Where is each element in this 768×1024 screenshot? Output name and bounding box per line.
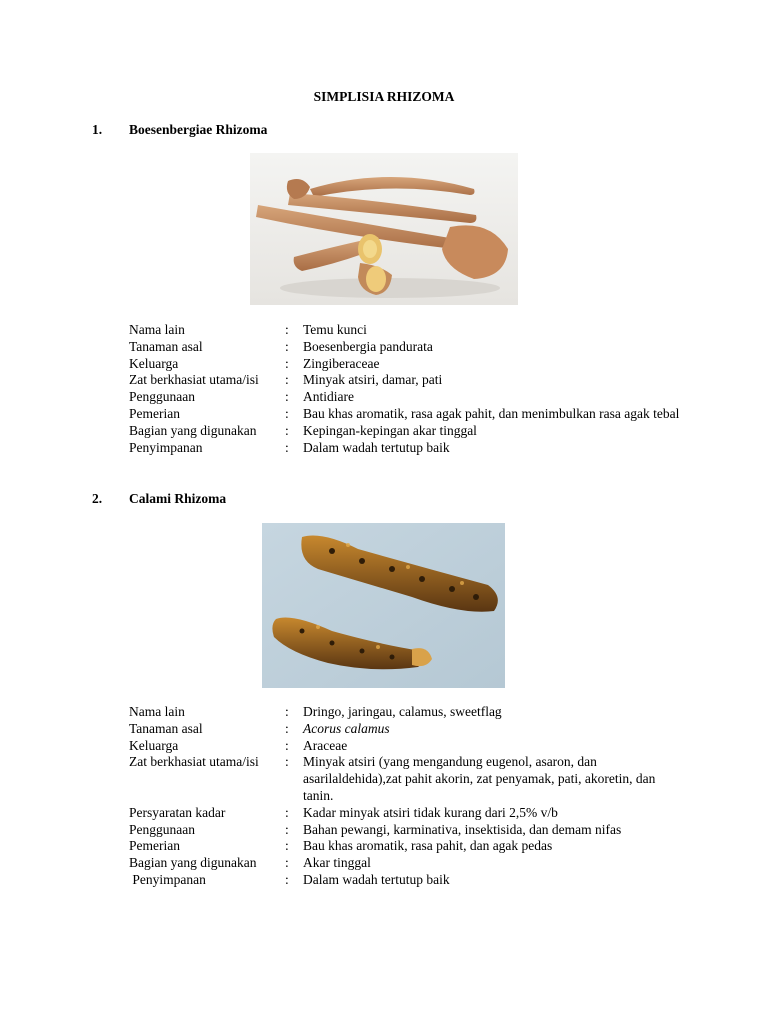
property-row xyxy=(129,356,689,373)
property-separator: : xyxy=(285,405,289,421)
property-row xyxy=(129,322,689,339)
property-separator: : xyxy=(285,355,289,371)
property-label: Penggunaan xyxy=(129,821,195,837)
property-separator: : xyxy=(285,754,289,770)
property-row xyxy=(129,738,689,755)
property-separator: : xyxy=(285,720,289,736)
property-row xyxy=(129,754,689,804)
section-title: Boesenbergiae Rhizoma xyxy=(129,122,268,137)
property-value: Kepingan-kepingan akar tinggal xyxy=(303,422,477,438)
property-value: Dalam wadah tertutup baik xyxy=(303,439,450,455)
calamus-photo xyxy=(262,523,505,688)
page-title: SIMPLISIA RHIZOMA xyxy=(313,89,455,104)
property-separator: : xyxy=(285,338,289,354)
property-value: Kadar minyak atsiri tidak kurang dari 2,5% v/b xyxy=(303,804,558,820)
property-label: Zat berkhasiat utama/isi xyxy=(129,372,259,388)
property-label: Penyimpanan xyxy=(129,871,206,887)
property-row xyxy=(129,389,689,406)
property-row xyxy=(129,440,689,457)
property-label: Penggunaan xyxy=(129,389,195,405)
property-value: Zingiberaceae xyxy=(303,355,380,371)
property-value: Temu kunci xyxy=(303,322,367,337)
calamus-properties xyxy=(129,704,689,889)
property-row xyxy=(129,423,689,440)
property-value: Dalam wadah tertutup baik xyxy=(303,871,450,887)
property-row xyxy=(129,805,689,822)
property-row xyxy=(129,721,689,738)
property-label: Zat berkhasiat utama/isi xyxy=(129,754,259,770)
property-value: Bau khas aromatik, rasa agak pahit, dan menimbulkan rasa agak tebal xyxy=(303,405,680,421)
section-heading xyxy=(92,122,267,139)
property-separator: : xyxy=(285,871,289,887)
property-separator: : xyxy=(285,838,289,854)
property-value: Acorus calamus xyxy=(303,720,390,736)
property-label: Tanaman asal xyxy=(129,720,203,736)
property-row xyxy=(129,406,689,423)
property-label: Keluarga xyxy=(129,355,179,371)
property-label: Persyaratan kadar xyxy=(129,804,226,820)
property-row xyxy=(129,838,689,855)
property-label: Bagian yang digunakan xyxy=(129,855,257,871)
property-value: Antidiare xyxy=(303,389,354,405)
property-value: Bahan pewangi, karminativa, insektisida, dan demam nifas xyxy=(303,821,622,837)
property-value: Minyak atsiri, damar, pati xyxy=(303,372,443,388)
property-row xyxy=(129,704,689,721)
property-label: Penyimpanan xyxy=(129,439,203,455)
section-title: Calami Rhizoma xyxy=(129,491,227,506)
property-separator: : xyxy=(285,855,289,871)
property-label: Tanaman asal xyxy=(129,338,203,354)
property-row xyxy=(129,855,689,872)
property-value: Minyak atsiri (yang mengandung eugenol, asaron, dan asarilaldehida),zat pahit akorin, zat penyamak, pati, akoretin, dan tanin. xyxy=(303,754,656,803)
property-row xyxy=(129,822,689,839)
property-row xyxy=(129,372,689,389)
property-separator: : xyxy=(285,439,289,455)
property-separator: : xyxy=(285,372,289,388)
property-separator: : xyxy=(285,704,289,719)
boesenbergia-properties xyxy=(129,322,689,456)
property-label: Pemerian xyxy=(129,838,180,854)
property-label: Nama lain xyxy=(129,322,185,337)
property-row xyxy=(129,872,689,889)
boesenbergia-photo xyxy=(250,153,518,305)
section-number: 2. xyxy=(92,491,103,506)
property-label: Keluarga xyxy=(129,737,179,753)
property-separator: : xyxy=(285,821,289,837)
section-heading xyxy=(92,491,226,508)
property-separator: : xyxy=(285,322,289,337)
calamus-image xyxy=(262,523,505,688)
property-label: Bagian yang digunakan xyxy=(129,422,257,438)
property-value: Akar tinggal xyxy=(303,855,371,871)
property-row xyxy=(129,339,689,356)
fingerroot-image xyxy=(250,153,518,305)
property-label: Pemerian xyxy=(129,405,180,421)
section-number: 1. xyxy=(92,122,103,137)
property-label: Nama lain xyxy=(129,704,185,719)
property-value: Bau khas aromatik, rasa pahit, dan agak pedas xyxy=(303,838,553,854)
property-separator: : xyxy=(285,389,289,405)
property-value: Dringo, jaringau, calamus, sweetflag xyxy=(303,704,502,719)
property-separator: : xyxy=(285,422,289,438)
property-separator: : xyxy=(285,737,289,753)
property-value: Araceae xyxy=(303,737,348,753)
property-separator: : xyxy=(285,804,289,820)
property-value: Boesenbergia pandurata xyxy=(303,338,433,354)
